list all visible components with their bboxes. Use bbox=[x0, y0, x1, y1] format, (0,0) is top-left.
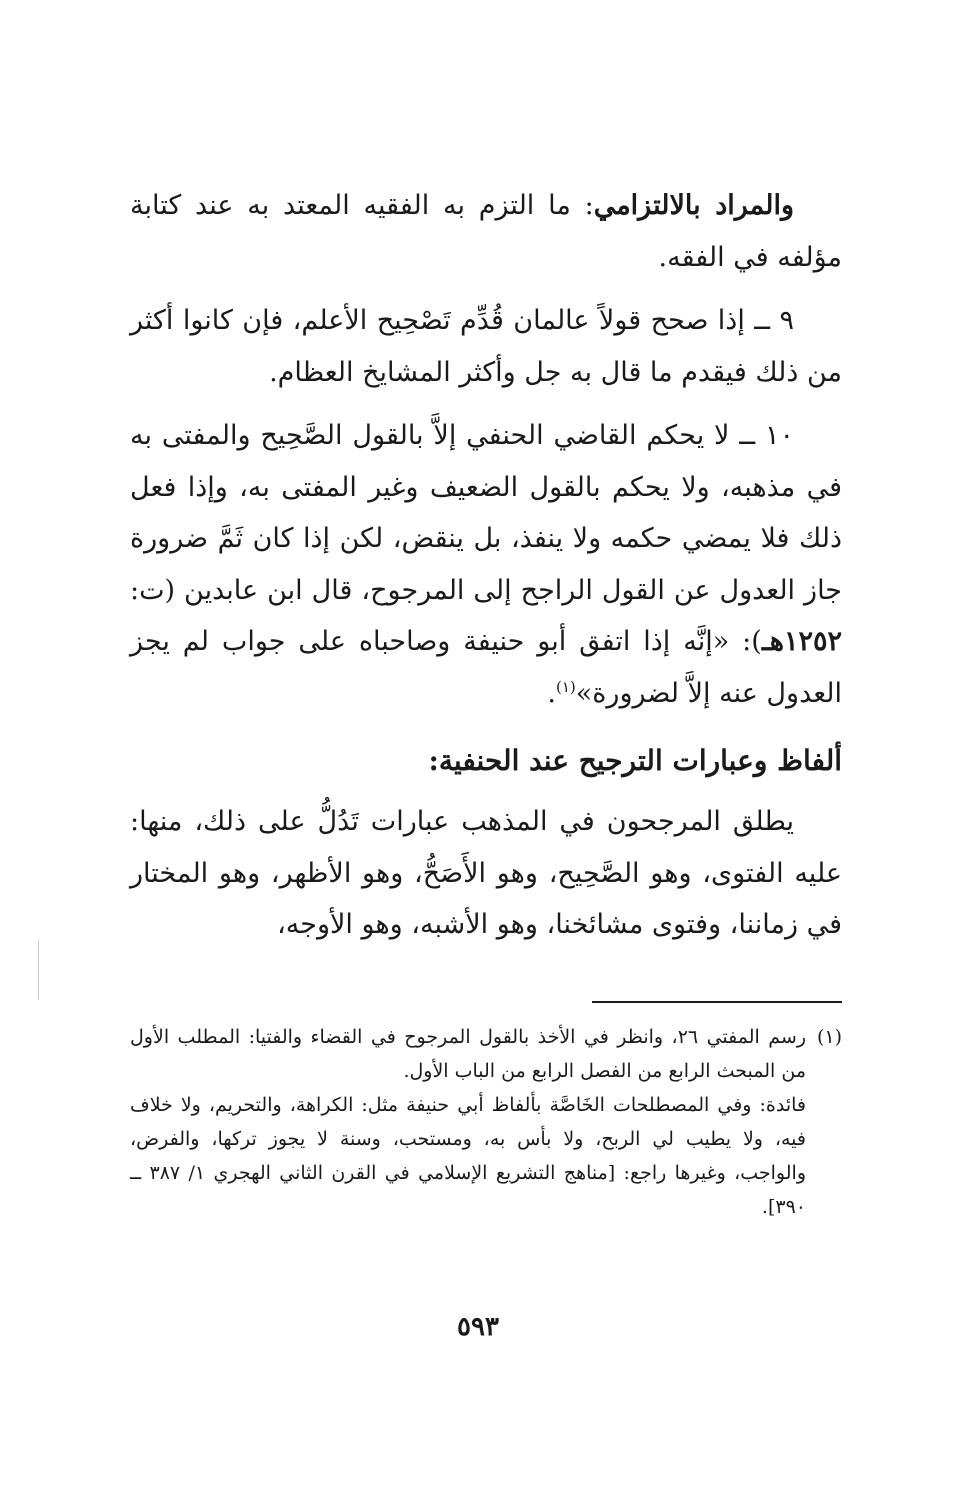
term-bold: والمراد بالالتزامي bbox=[593, 190, 795, 221]
paragraph-rule-9: ٩ ــ إذا صحح قولاً عالمان قُدِّم تَصْحِيح الأعلم، فإن كانوا أكثر من ذلك فيقدم ما قال به جل وأكثر المشايخ العظام. bbox=[130, 305, 842, 388]
scan-artifact-line bbox=[38, 940, 39, 1000]
footnote-note: فائدة: وفي المصطلحات الخَاصَّة بألفاظ أبي حنيفة مثل: الكراهة، والتحريم، ولا خلاف فيه، ولا يطيب لي الربح، ولا بأس به، ومستحب، وسنة لا يجوز تركها، والفرض، والواجب، وغيرها راجع: [مناهج التشريع الإسلامي في القرن الثاني الهجري ١/ ٣٨٧ ــ ٣٩٠]. bbox=[130, 1094, 806, 1218]
main-text bbox=[130, 180, 842, 951]
rule-10-year: ١٢٥٢هـ bbox=[761, 626, 842, 657]
definition-text: : ما التزم به الفقيه المعتد به عند كتابة مؤلفه في الفقه. bbox=[130, 190, 842, 273]
footnote-1 bbox=[130, 1020, 842, 1088]
footnote-number: (١) bbox=[816, 1026, 842, 1048]
footnote-text: رسم المفتي ٢٦، وانظر في الأخذ بالقول المرجوح في القضاء والفتيا: المطلب الأول من المبحث الرابع من الفصل الرابع من الباب الأول. bbox=[130, 1026, 806, 1082]
section-heading: ألفاظ وعبارات الترجيح عند الحنفية: bbox=[428, 744, 842, 777]
paragraph-definition bbox=[130, 180, 842, 283]
footnote-reference[interactable]: (١) bbox=[555, 677, 576, 696]
footnotes bbox=[130, 1020, 842, 1224]
footnote-separator bbox=[592, 1001, 842, 1003]
rule-10-text-b: ): «إنَّه إذا اتفق أبو حنيفة وصاحباه على جواب لم يجز العدول عنه إلاَّ لضرورة» bbox=[130, 626, 842, 709]
rule-10-end: . bbox=[547, 677, 556, 709]
paragraph-rule-10 bbox=[130, 410, 842, 719]
paragraph-terms: يطلق المرجحون في المذهب عبارات تَدُلُّ على ذلك، منها: عليه الفتوى، وهو الصَّحِيح، وهو الأَصَحُّ، وهو الأظهر، وهو المختار في زماننا، وفتوى مشائخنا، وهو الأشبه، وهو الأوجه، bbox=[130, 806, 842, 940]
rule-10-text-a: ١٠ ــ لا يحكم القاضي الحنفي إلاَّ بالقول الصَّحِيح والمفتى به في مذهبه، ولا يحكم بالقول الضعيف وغير المفتى به، وإذا فعل ذلك فلا يمضي حكمه ولا ينفذ، بل ينقض، لكن إذا كان ثَمَّ ضرورة جاز العدول عن القول الراجح إلى المرجوح، قال ابن عابدين (ت: bbox=[130, 420, 842, 606]
page-number: ٥٩٣ bbox=[457, 1312, 499, 1342]
